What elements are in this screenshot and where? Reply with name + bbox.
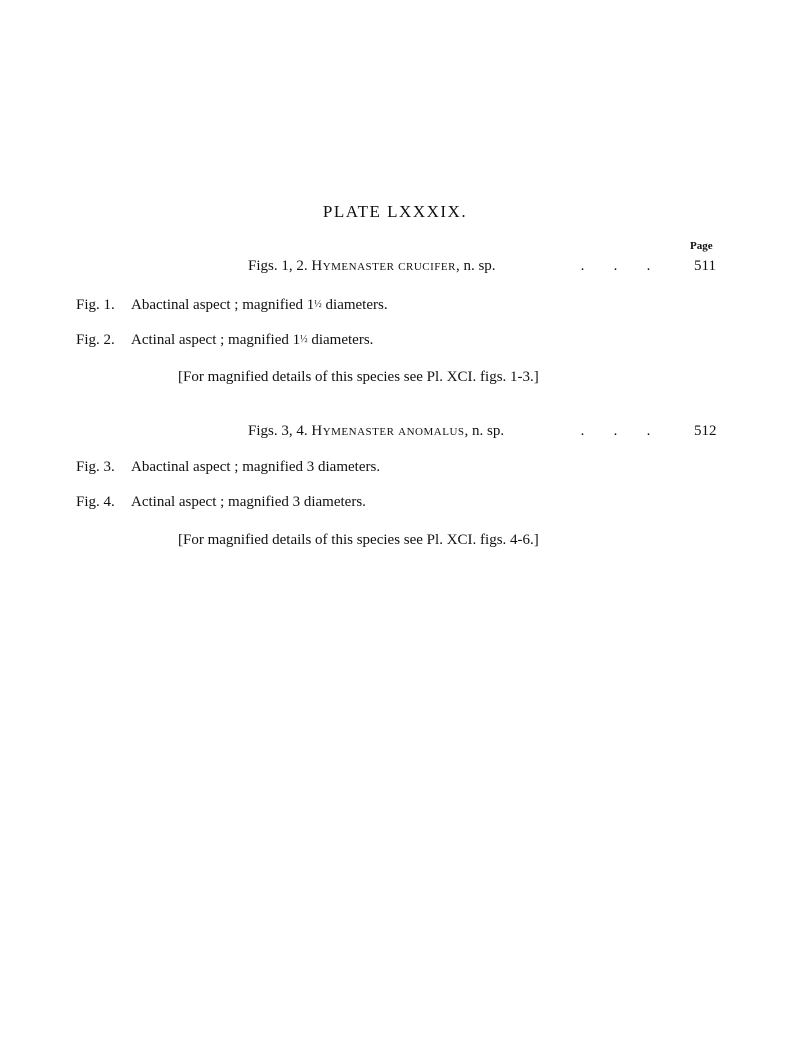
leader-dot: .: [646, 423, 651, 439]
species-name: crucifer: [398, 258, 456, 274]
leader-dots: [566, 258, 665, 275]
caption-text-end: diameters.: [321, 297, 388, 313]
caption-text: Abactinal aspect ; magnified 1: [131, 297, 315, 313]
details-note: [For magnified details of this species see Pl. XCI. figs. 1-3.]: [178, 369, 539, 385]
taxon-suffix: , n. sp.: [455, 258, 496, 274]
caption-text: Actinal aspect ; magnified 1: [131, 332, 301, 348]
figure-number: Fig. 3.: [76, 459, 115, 475]
taxon-suffix: , n. sp.: [464, 423, 505, 439]
leader-dot: .: [580, 258, 585, 274]
leader-dot: .: [613, 258, 618, 274]
plate-title: PLATE LXXXIX.: [322, 202, 468, 221]
leader-dot: .: [646, 258, 651, 274]
caption-text: Abactinal aspect ; magnified 3 diameters.: [131, 459, 381, 475]
figure-caption: [76, 332, 373, 349]
page-number: 512: [694, 423, 717, 439]
fraction: ½: [314, 299, 322, 310]
figure-caption: [76, 494, 366, 511]
figure-number: Fig. 2.: [76, 332, 115, 348]
leader-dot: .: [613, 423, 618, 439]
caption-text-end: diameters.: [307, 332, 374, 348]
page-number: 511: [694, 258, 716, 274]
section-heading: [248, 258, 496, 275]
details-note: [For magnified details of this species see Pl. XCI. figs. 4-6.]: [178, 532, 539, 548]
caption-text: Actinal aspect ; magnified 3 diameters.: [131, 494, 366, 510]
figure-caption: [76, 297, 388, 314]
figure-number: Fig. 4.: [76, 494, 115, 510]
figs-label: Figs. 1, 2.: [248, 258, 308, 274]
leader-dot: .: [580, 423, 585, 439]
section-heading: [248, 423, 504, 440]
fraction: ½: [300, 334, 308, 345]
figs-label: Figs. 3, 4.: [248, 423, 308, 439]
figure-number: Fig. 1.: [76, 297, 115, 313]
figure-caption: [76, 459, 380, 476]
genus-name: Hymenaster: [311, 423, 395, 439]
genus-name: Hymenaster: [311, 258, 395, 274]
leader-dots: [566, 423, 665, 440]
species-name: anomalus: [398, 423, 465, 439]
page-column-header: Page: [690, 240, 713, 252]
